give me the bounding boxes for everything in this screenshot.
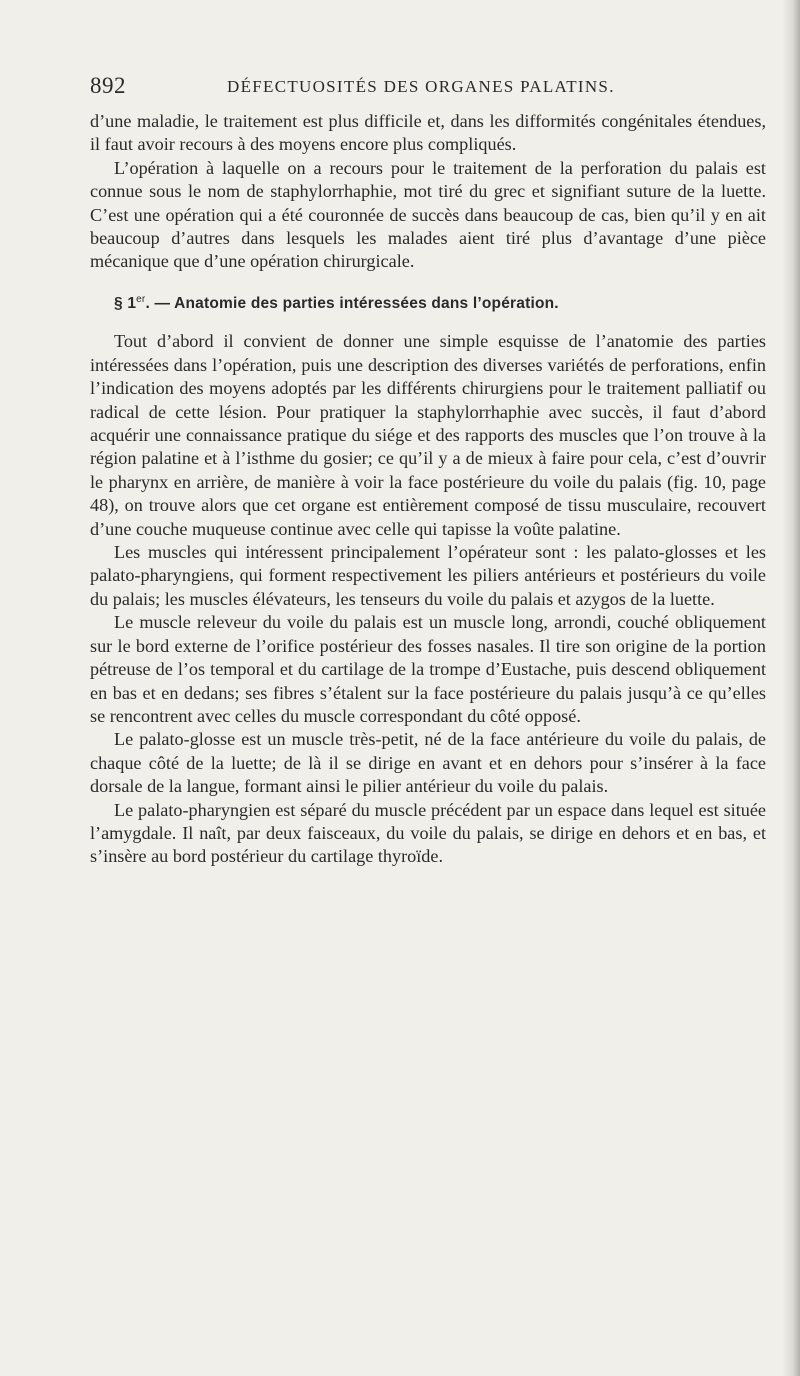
section-heading (90, 288, 766, 316)
section-title: . — Anatomie des parties intéressées dans l’opération. (145, 295, 559, 312)
section-mark: § 1 (114, 295, 137, 312)
paragraph: d’une maladie, le traitement est plus difficile et, dans les difformités congénitales étendues, il faut avoir recours à des moyens encore plus compliqués. (90, 111, 766, 155)
paragraph: Les muscles qui intéressent principalement l’opérateur sont : les palato-glosses et les palato-pharyngiens, qui forment respectivement les piliers antérieurs et postérieurs du voile du palais; les muscles élévateurs, les tenseurs du voile du palais et azygos de la luette. (90, 542, 766, 609)
page-edge-shadow (782, 0, 800, 1376)
body-text (90, 110, 766, 869)
paragraph: L’opération à laquelle on a recours pour le traitement de la perforation du palais est connue sous le nom de staphylorrhaphie, mot tiré du grec et signifiant suture de la luette. C’est une opération qui a été couronnée de succès dans beaucoup de cas, bien qu’il y en ait beaucoup d’autres dans lesquels les malades aient tiré plus d’avantage d’une pièce mécanique que d’une opération chirurgicale. (90, 157, 766, 272)
paragraph: Le palato-glosse est un muscle très-petit, né de la face antérieure du voile du palais, de chaque côté de la luette; de là il se dirige en avant et en dehors pour s’insérer à la face dorsale de la langue, formant ainsi le pilier antérieur du voile du palais. (90, 729, 766, 797)
paragraph: Le palato-pharyngien est séparé du muscle précédent par un espace dans lequel est située l’amygdale. Il naît, par deux faisceaux, du voile du palais, se dirige en dehors et en bas, et s’insère au bord postérieur du cartilage thyroïde. (90, 799, 766, 867)
page-number: 892 (90, 73, 126, 98)
section-mark-superscript: er (136, 293, 146, 305)
paragraph: Tout d’abord il convient de donner une simple esquisse de l’anatomie des parties intéressées dans l’opération, puis une description des diverses variétés de perforations, enfin l’indication des moyens adoptés par les différents chirurgiens pour le traitement palliatif ou radical de cette lésion. Pour pratiquer la staphylorrhaphie avec succès, il faut d’abord acquérir une connaissance pratique du siége et des rapports des muscles que l’on trouve à la région palatine et à l’isthme du gosier; ce qu’il y a de mieux à faire pour cela, c’est d’ouvrir le pharynx en arrière, de manière à voir la face postérieure du voile du palais (fig. 10, page 48), on trouve alors que cet organe est entièrement composé de tissu musculaire, recouvert d’une couche muqueuse continue avec celle qui tapisse la voûte palatine. (90, 331, 766, 539)
paragraph: Le muscle releveur du voile du palais est un muscle long, arrondi, couché obliquement sur le bord externe de l’orifice postérieur des fosses nasales. Il tire son origine de la portion pétreuse de l’os temporal et du cartilage de la trompe d’Eustache, puis descend obliquement en bas et en dedans; ses fibres s’étalent sur la face postérieure du palais jusqu’à ce qu’elles se rencontrent avec celles du muscle correspondant du côté opposé. (90, 612, 766, 726)
running-head: DÉFECTUOSITÉS DES ORGANES PALATINS. (227, 77, 615, 96)
page-header (90, 73, 770, 103)
